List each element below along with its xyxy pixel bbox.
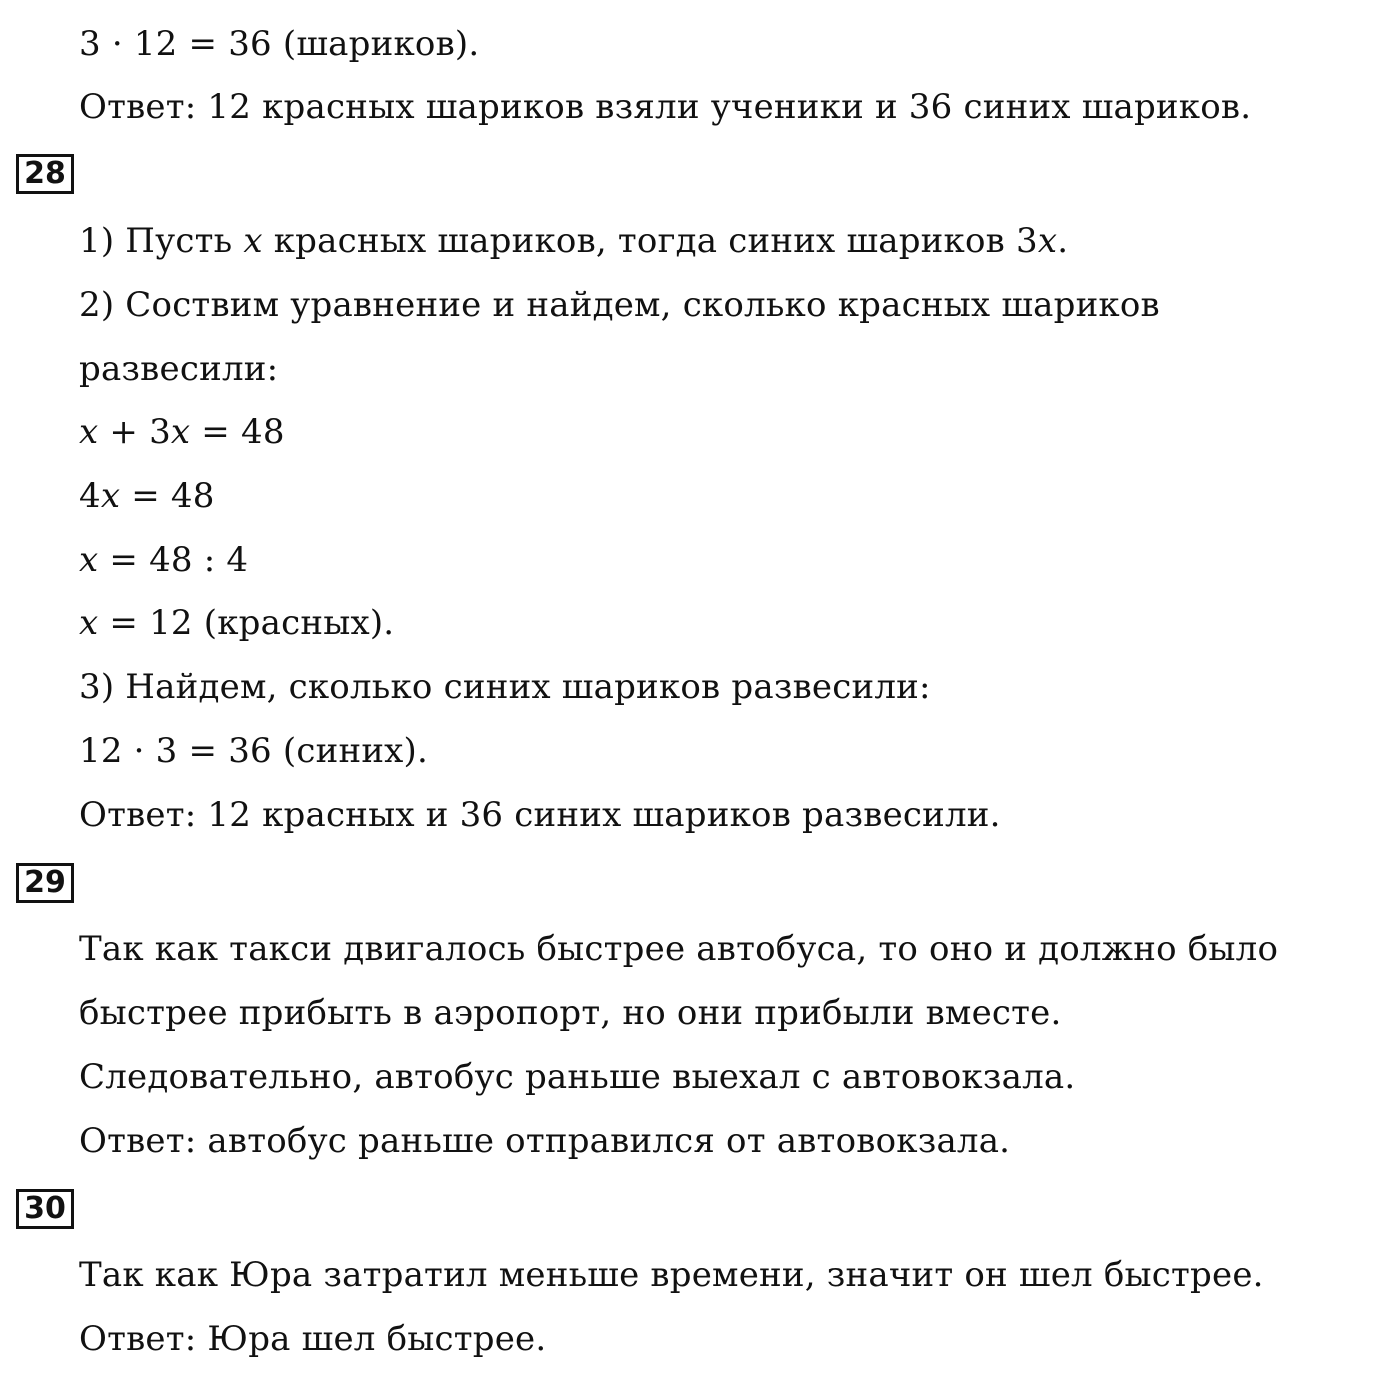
task-number-29: 29 [16,863,74,903]
equation-line: 𝑥 = 48 : 4 [79,540,249,580]
solution-step: развесили: [79,349,279,389]
equation-line: 𝑥 = 12 (красных). [79,603,395,643]
solution-step: 2) Соствим уравнение и найдем, сколько красных шариков [79,285,1160,325]
equation-line: 𝑥 + 3𝑥 = 48 [79,412,285,452]
answer-line: Ответ: автобус раньше отправился от автовокзала. [79,1121,1011,1161]
solution-step: 3) Найдем, сколько синих шариков развесили: [79,667,931,707]
equation-line: 12 · 3 = 36 (синих). [79,731,429,771]
solution-step: Следовательно, автобус раньше выехал с автовокзала. [79,1057,1076,1097]
answer-line: Ответ: 12 красных и 36 синих шариков развесили. [79,795,1001,835]
task-number-28: 28 [16,154,74,194]
solution-step: быстрее прибыть в аэропорт, но они прибыли вместе. [79,993,1062,1033]
solution-step: Так как Юра затратил меньше времени, значит он шел быстрее. [79,1255,1264,1295]
equation-line: 3 · 12 = 36 (шариков). [79,24,480,64]
solution-step: 1) Пусть 𝑥 красных шариков, тогда синих шариков 3𝑥. [79,221,1069,261]
answer-line: Ответ: 12 красных шариков взяли ученики и 36 синих шариков. [79,87,1252,127]
equation-line: 4𝑥 = 48 [79,476,215,516]
task-number-30: 30 [16,1189,74,1229]
answer-line: Ответ: Юра шел быстрее. [79,1319,547,1359]
solution-step: Так как такси двигалось быстрее автобуса, то оно и должно было [79,929,1279,969]
